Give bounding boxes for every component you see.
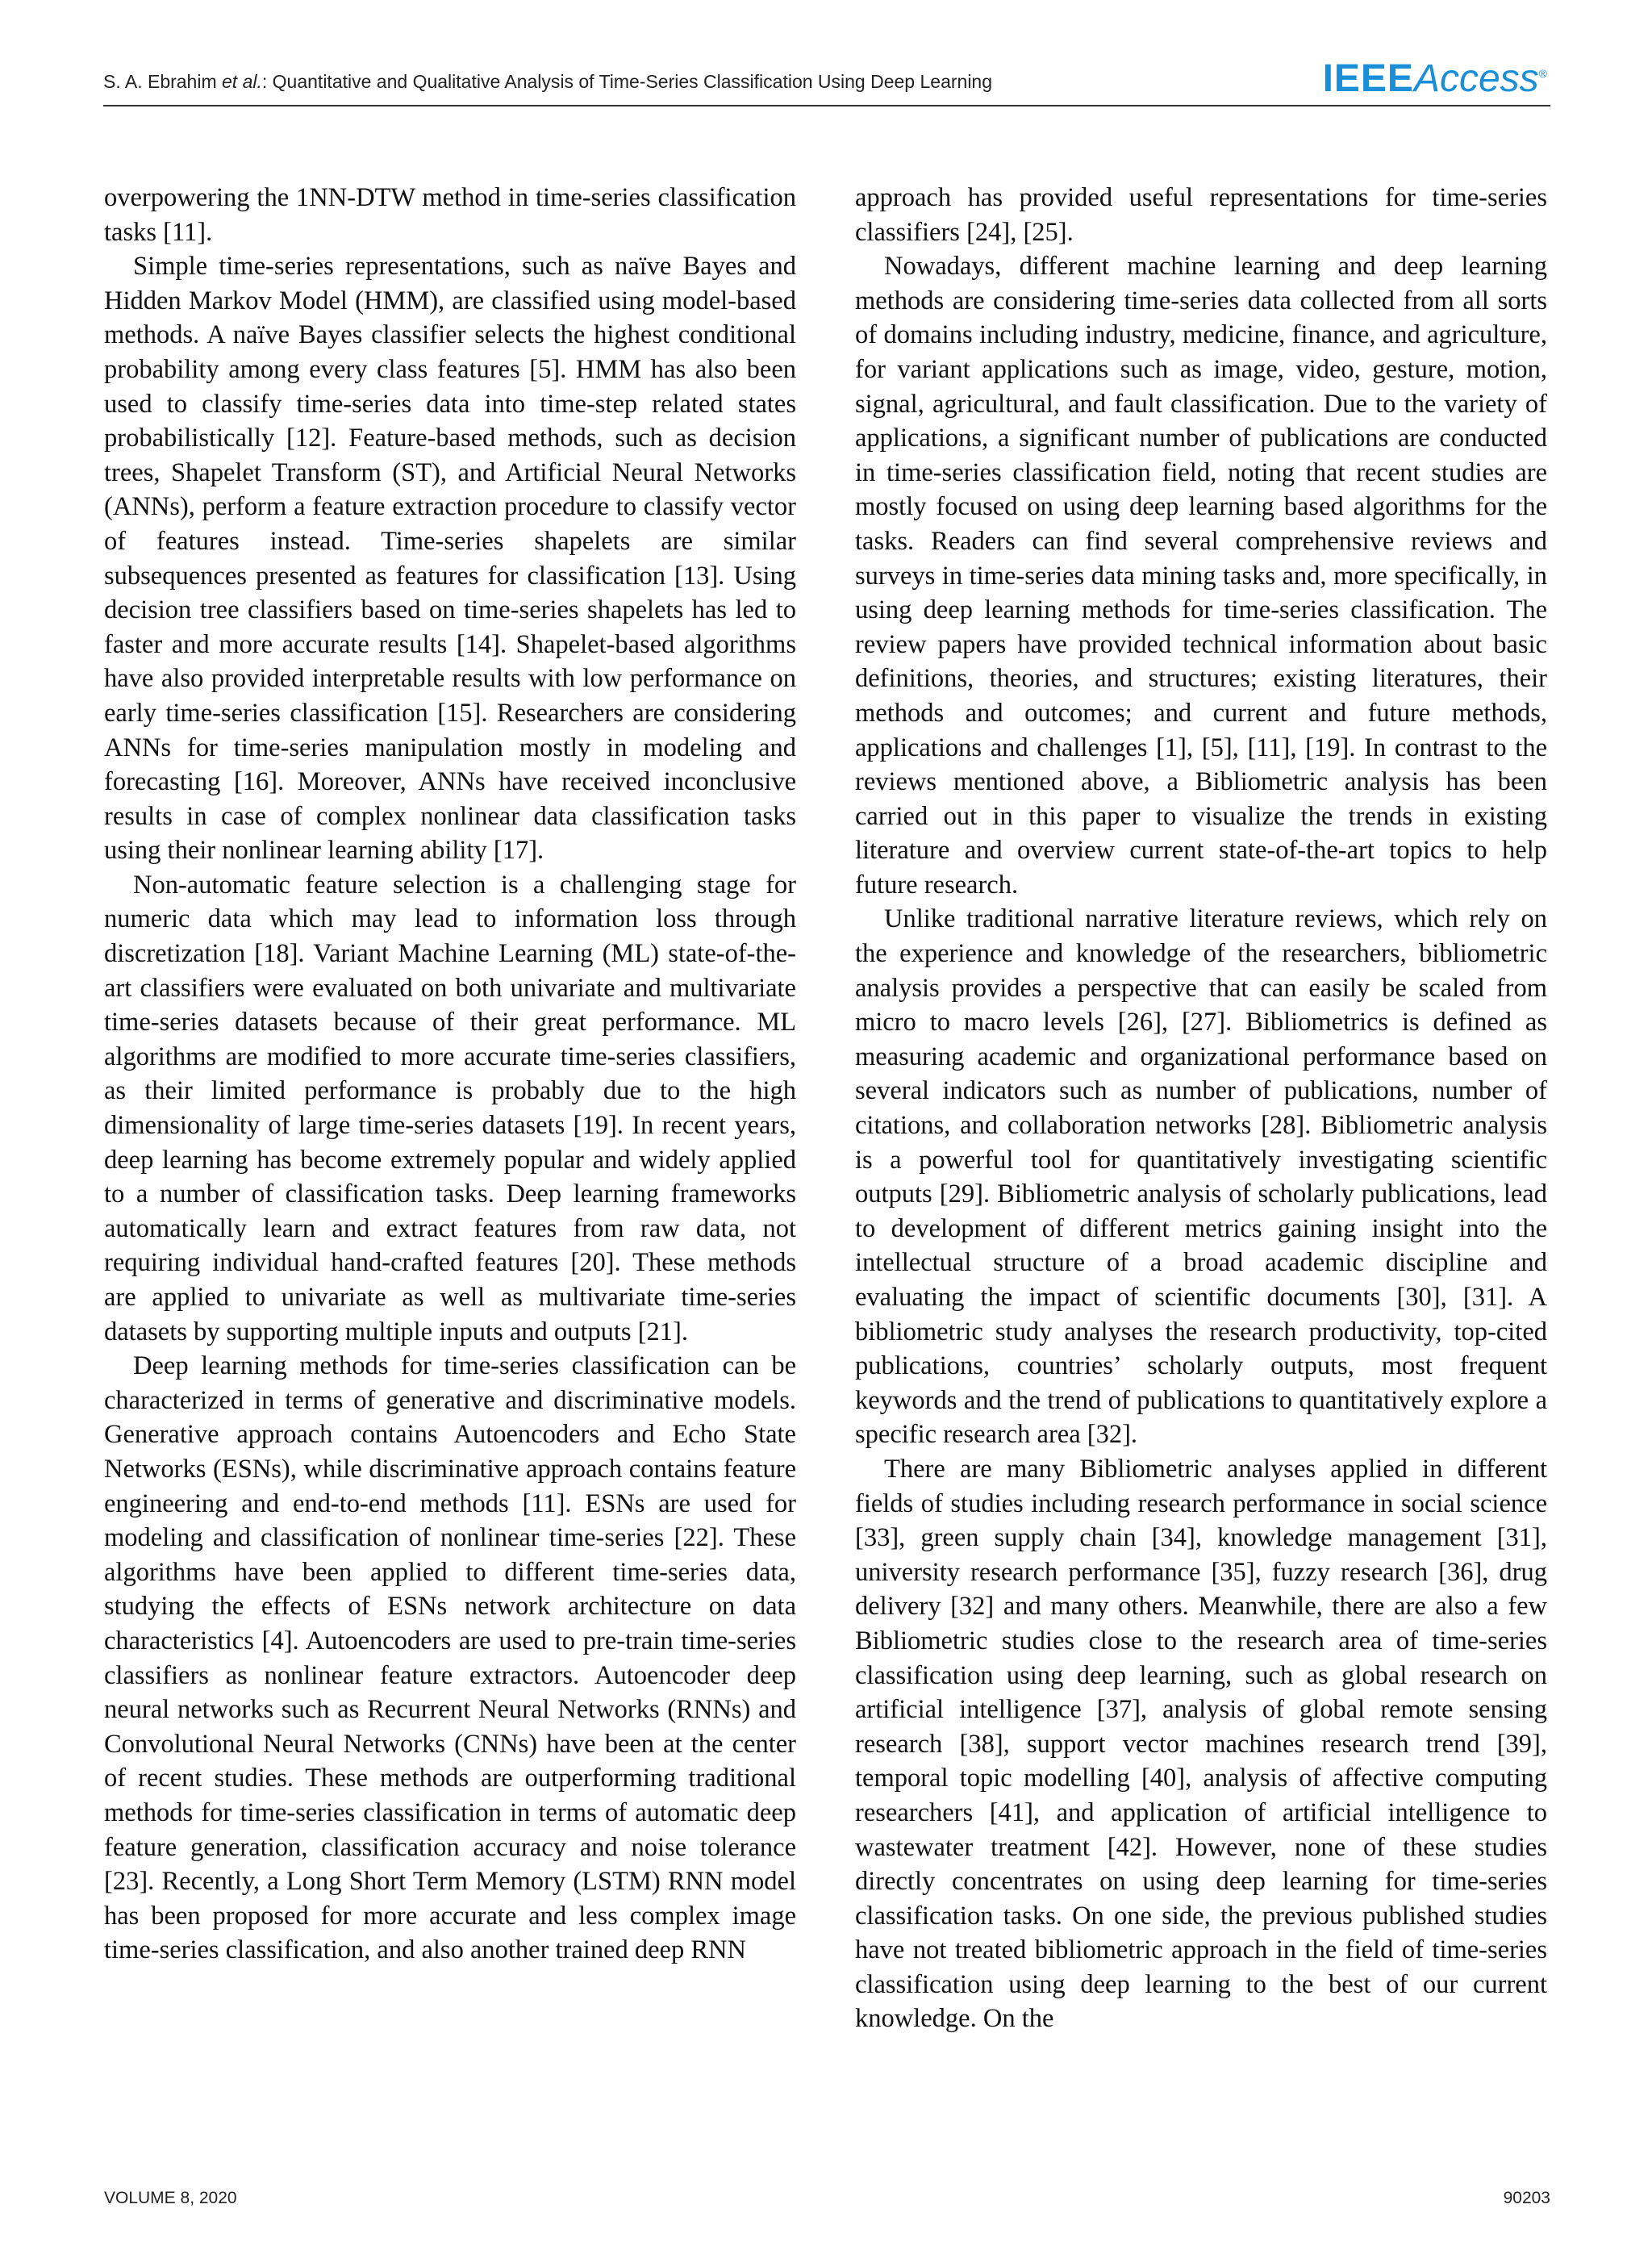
paragraph-left-4: Deep learning methods for time-series classification can be characterized in terms of generative and discriminative models. Generative approach contains Autoencoders and Echo State Networks (ESNs), while discriminative approach contains feature engineering and end-to-end methods [11]. ESNs are used for modeling and classification of nonlinear time-series [22]. These algorithms have been applied to different time-series data, studying the effects of ESNs network architecture on data characteristics [4]. Autoencoders are used to pre-train time-series classifiers as nonlinear feature extractors. Autoencoder deep neural networks such as Recurrent Neural Networks (RNNs) and Convolutional Neural Networks (CNNs) have been at the center of recent studies. These methods are outperforming traditional methods for time-series classification in terms of automatic deep feature generation, classification accuracy and noise tolerance [23]. Recently, a Long Short Term Memory (LSTM) RNN model has been proposed for more accurate and less complex image time-series classification, and also another trained deep RNN: [104, 1351, 796, 1965]
footer-volume: VOLUME 8, 2020: [104, 2189, 237, 2207]
running-title-etal: et al.: [222, 71, 262, 92]
footer-page-number: 90203: [1503, 2189, 1550, 2207]
paragraph-right-2: Nowadays, different machine learning and deep learning methods are considering time-series data collected from all sorts of domains including industry, medicine, finance, and agriculture, for variant applications such as image, video, gesture, motion, signal, agricultural, and fault classification. Due to the variety of applications, a significant number of publications are conducted in time-series classification field, noting that recent studies are mostly focused on using deep learning based algorithms for the tasks. Readers can find several comprehensive reviews and surveys in time-series data mining tasks and, more specifically, in using deep learning methods for time-series classification. The review papers have provided technical information about basic definitions, theories, and structures; existing literatures, their methods and outcomes; and current and future methods, applications and challenges [1], [5], [11], [19]. In contrast to the reviews mentioned above, a Bibliometric analysis has been carried out in this paper to visualize the trends in existing literature and overview current state-of-the-art topics to help future research.: [855, 252, 1547, 900]
paragraph-left-2: Simple time-series representations, such as naïve Bayes and Hidden Markov Model (HMM), are classified using model-based methods. A naïve Bayes classifier selects the highest conditional probability among every class features [5]. HMM has also been used to classify time-series data into time-step related states probabilistically [12]. Feature-based methods, such as decision trees, Shapelet Transform (ST), and Artificial Neural Networks (ANNs), perform a feature extraction procedure to classify vector of features instead. Time-series shapelets are similar subsequences presented as features for classification [13]. Using decision tree classifiers based on time-series shapelets has led to faster and more accurate results [14]. Shapelet-based algorithms have also provided interpretable results with low performance on early time-series classification [15]. Researchers are considering ANNs for time-series manipulation mostly in modeling and forecasting [16]. Moreover, ANNs have received inconclusive results in case of complex nonlinear data classification tasks using their nonlinear learning ability [17].: [104, 252, 796, 866]
paragraph-right-3: Unlike traditional narrative literature reviews, which rely on the experience and knowledge of the researchers, bibliometric analysis provides a perspective that can easily be scaled from micro to macro levels [26], [27]. Bibliometrics is defined as measuring academic and organizational performance based on several indicators such as number of publications, number of citations, and collaboration networks [28]. Bibliometric analysis is a powerful tool for quantitatively investigating scientific outputs [29]. Bibliometric analysis of scholarly publications, lead to development of different metrics gaining insight into the intellectual structure of a broad academic discipline and evaluating the impact of scientific documents [30], [31]. A bibliometric study analyses the research productivity, top-cited publications, countries’ scholarly outputs, most frequent keywords and the trend of publications to quantitatively explore a specific research area [32].: [855, 904, 1547, 1450]
running-title-authors: S. A. Ebrahim: [103, 71, 217, 92]
paragraph-left-3: Non-automatic feature selection is a challenging stage for numeric data which may lead to information loss through discretization [18]. Variant Machine Learning (ML) state-of-the-art classifiers were evaluated on both univariate and multivariate time-series datasets because of their great performance. ML algorithms are modified to more accurate time-series classifiers, as their limited performance is probably due to the high dimensionality of large time-series datasets [19]. In recent years, deep learning has become extremely popular and widely applied to a number of classification tasks. Deep learning frameworks automatically learn and extract features from raw data, not requiring individual hand-crafted features [20]. These methods are applied to univariate as well as multivariate time-series datasets by supporting multiple inputs and outputs [21].: [104, 870, 796, 1346]
ieee-access-logo: [1322, 57, 1547, 100]
logo-access-text: Access: [1413, 57, 1539, 100]
paragraph-right-4: There are many Bibliometric analyses applied in different fields of studies including research performance in social science [33], green supply chain [34], knowledge management [31], university research performance [35], fuzzy research [36], drug delivery [32] and many others. Meanwhile, there are also a few Bibliometric studies close to the research area of time-series classification using deep learning, such as global research on artificial intelligence [37], analysis of global remote sensing research [38], support vector machines research trend [39], temporal topic modelling [40], analysis of affective computing researchers [41], and application of artificial intelligence to wastewater treatment [42]. However, none of these studies directly concentrates on using deep learning for time-series classification tasks. On one side, the previous published studies have not treated bibliometric approach in the field of time-series classification using deep learning to the best of our current knowledge. On the: [855, 1454, 1547, 2034]
paragraph-right-1: approach has provided useful representations for time-series classifiers [24], [25].: [855, 183, 1547, 247]
running-title-rest: : Quantitative and Qualitative Analysis of Time-Series Classification Using Deep Learning: [261, 71, 993, 92]
paragraph-left-1: overpowering the 1NN-DTW method in time-series classification tasks [11].: [104, 183, 796, 247]
page-header: [103, 57, 1550, 106]
logo-ieee-text: IEEE: [1322, 57, 1414, 100]
left-column: [104, 181, 796, 1968]
logo-registered-mark: ®: [1538, 67, 1547, 80]
right-column: [855, 181, 1547, 2036]
running-title: [103, 71, 992, 93]
